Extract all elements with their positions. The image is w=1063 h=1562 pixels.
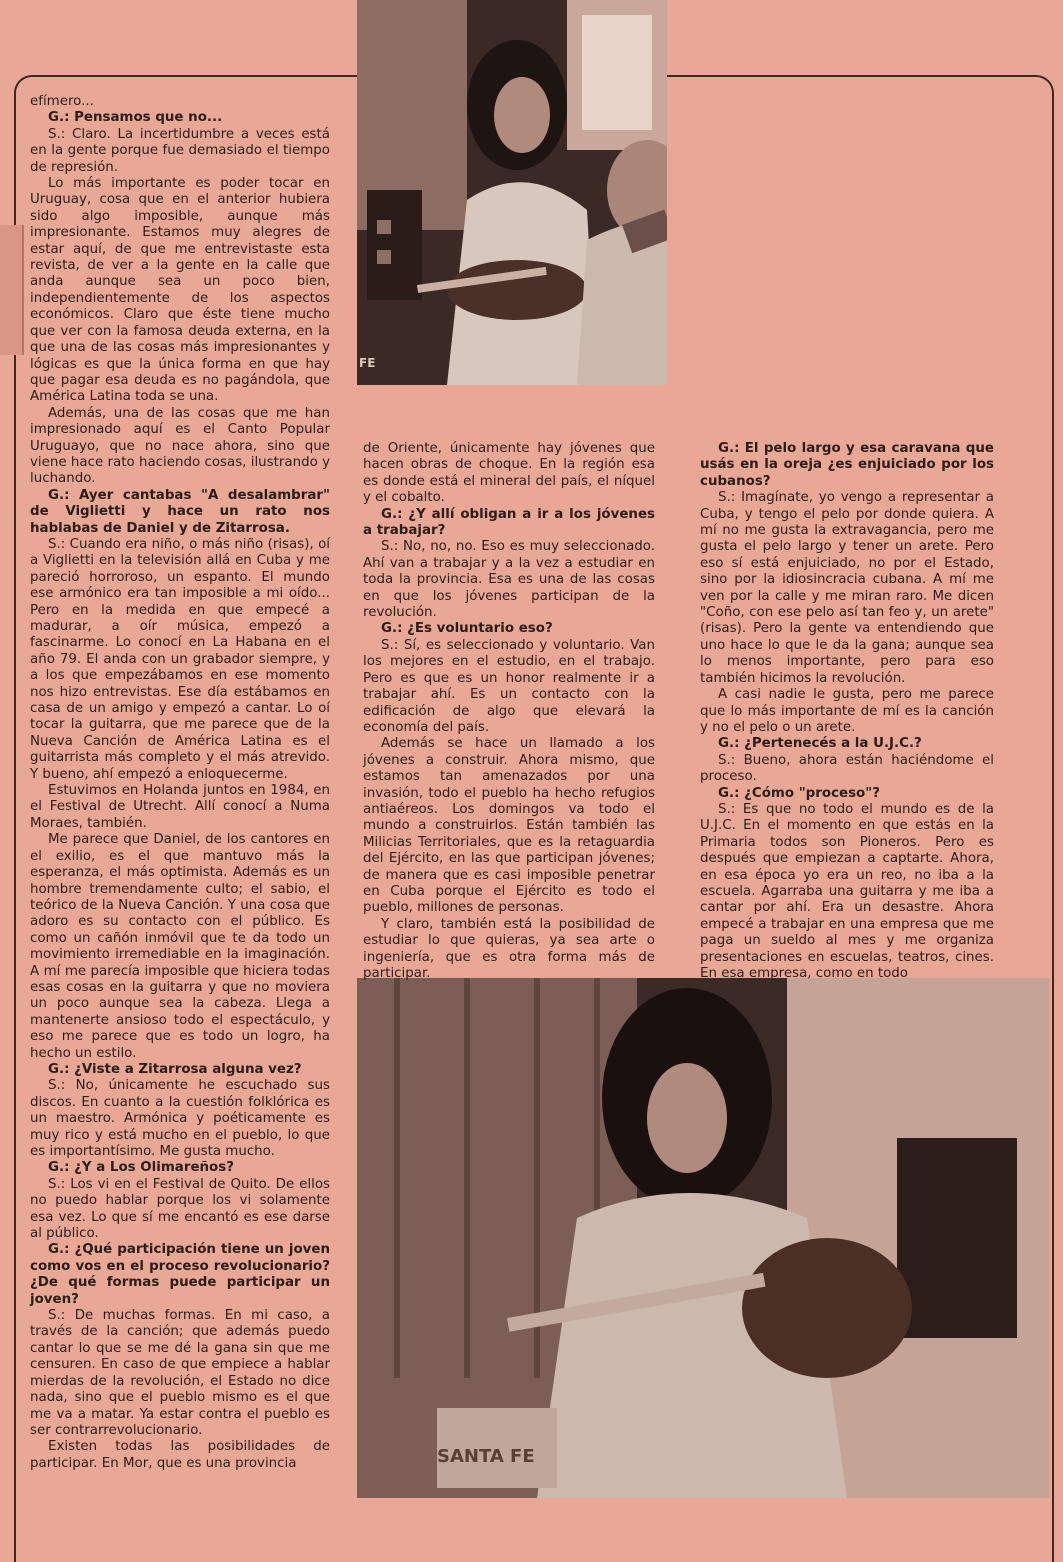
answer-paragraph: S.: Es que no todo el mundo es de la U.J.C. En el momento en que estás en la Primaria todos son Pioneros. Pero es después que empiezan a captarte. Ahora, en esa época yo era un reo, no iba a la escuela. Agarraba una guitarra y me iba a cantar por ahí. Era un desastre. Ahora empecé a trabajar en una empresa que me paga un sueldo al mes y me organiza presentaciones en escuelas, teatros, cines. En esa empresa, como en todo — [700, 801, 994, 981]
question-paragraph: G.: Ayer cantabas "A desalambrar" de Viglietti y hace un rato nos hablabas de Daniel y de Zitarrosa. — [30, 487, 330, 536]
question-paragraph: G.: ¿Qué participación tiene un joven como vos en el proceso revolucionario? ¿De qué formas puede participar un joven? — [30, 1242, 330, 1307]
answer-paragraph: Además, una de las cosas que me han impresionado aquí es el Canto Popular Uruguayo, que no nace ahora, sino que viene hace rato haciendo cosas, ilustrando y luchando. — [30, 405, 330, 487]
answer-paragraph: Existen todas las posibilidades de participar. En Mor, que es una provincia — [30, 1439, 330, 1471]
answer-paragraph: S.: No, únicamente he escuchado sus discos. En cuanto a la cuestión folklórica es un maestro. Armónica y poéticamente es muy rico y está mucho en el pueblo, lo que es importantísimo. Me gusta mucho. — [30, 1078, 330, 1159]
answer-paragraph: de Oriente, únicamente hay jóvenes que hacen obras de choque. En la región esa es donde está el mineral del país, el níquel y el cobalto. — [363, 441, 655, 506]
answer-paragraph: Además se hace un llamado a los jóvenes a construir. Ahora mismo, que estamos tan amenazados por una invasión, todo el pueblo ha hecho refugios antiaéreos. Los domingos va todo el mundo a construirlos. Están también las Milicias Territoriales, que es la retaguardia del Ejército, en las que participan jóvenes; de manera que es casi imposible penetrar en Cuba porque el Ejército es todo el pueblo, millones de personas. — [363, 736, 655, 916]
answer-paragraph: Me parece que Daniel, de los cantores en el exilio, es el que mantuvo más la esperanza, el más optimista. Además es un hombre tremendamente culto; el sabio, el teórico de la Nueva Canción. Y una cosa que adoro es su contacto con el público. Es como un cañón inmóvil que te da todo un movimiento irremediable en la imaginación. A mí me parecía imposible que hiciera todas esas cosas en la guitarra y que no moviera un poco aunque sea la cabeza. Llega a mantenerte ansioso todo el espectáculo, y eso me parece que es todo un logro, ha hecho un estilo. — [30, 832, 330, 1061]
photo-watermark-top: FE — [359, 356, 376, 370]
question-paragraph: G.: Pensamos que no... — [48, 110, 223, 126]
answer-paragraph: Y claro, también está la posibilidad de estudiar lo que quieras, ya sea arte o ingeniería, que es otra forma más de participar. — [363, 916, 655, 981]
answer-paragraph: Estuvimos en Holanda juntos en 1984, en el Festival de Utrecht. Allí conocí a Numa Moraes, también. — [30, 783, 330, 831]
answer-paragraph: A casi nadie le gusta, pero me parece que lo más importante de mí es la canción y no el pelo o un arete. — [700, 687, 994, 735]
answer-paragraph: Lo más importante es poder tocar en Uruguay, cosa que en el anterior hubiera sido algo imposible, aunque más impresionante. Estamos muy alegres de estar aquí, de que me entrevistaste esta revista, de ver a la gente en la calle que anda aunque sea un poco bien, independientemente de los aspectos económicos. Claro que éste tiene mucho que ver con la famosa deuda externa, en la que una de las cosas más impresionantes y lógicas es que la única forma en que hay que pagar esa deuda es no pagándola, que América Latina toda se una. — [30, 176, 330, 405]
question-paragraph: G.: ¿Cómo "proceso"? — [718, 785, 881, 801]
answer-paragraph: S.: Bueno, ahora están haciéndome el proceso. — [700, 752, 994, 785]
answer-paragraph: S.: Claro. La incertidumbre a veces está en la gente porque fue demasiado el tiempo de represión. — [30, 126, 330, 175]
photo-guitar-art — [357, 978, 1050, 1498]
article-column-2 — [363, 441, 655, 982]
torn-edge — [0, 225, 24, 355]
answer-paragraph: S.: Imagínate, yo vengo a representar a Cuba, y tengo el pelo por donde quiera. A mí no me gusta la extravagancia, pero me gusta el pelo largo y tener un arete. Pero eso sí está enjuiciado, no por el Estado, sino por la idiosincracia cubana. A mí me ven por la calle y me miran raro. Me dicen "Coño, con ese pelo así tan feo y, un arete" (risas). Pero la gente va entendiendo que uno hace lo que le da la gana; aunque sea lo menos importante, pero para eso también hicimos la revolución. — [700, 490, 994, 686]
question-paragraph: G.: ¿Viste a Zitarrosa alguna vez? — [48, 1061, 302, 1077]
question-paragraph: G.: ¿Y a Los Olimareños? — [48, 1160, 234, 1176]
question-paragraph: G.: ¿Pertenecés a la U.J.C.? — [718, 736, 922, 752]
question-paragraph: G.: ¿Y allí obligan a ir a los jóvenes a trabajar? — [363, 506, 655, 539]
answer-paragraph: S.: Los vi en el Festival de Quito. De ellos no puedo hablar porque los vi solamente esa vez. Lo que sí me encantó es ese darse al público. — [30, 1176, 330, 1242]
photo-interview — [357, 0, 667, 385]
answer-paragraph: S.: De muchas formas. En mi caso, a través de la canción; que además puedo cantar lo que se me dé la gana sin que me censuren. En caso de que empiece a hablar mierdas de la revolución, el Estado no dice nada, sino que el pueblo mismo es el que me va a matar. Ya estar contra el pueblo es ser contrarrevolucionario. — [30, 1308, 330, 1438]
question-paragraph: G.: ¿Es voluntario eso? — [381, 621, 553, 637]
question-paragraph: G.: El pelo largo y esa caravana que usás en la oreja ¿es enjuiciado por los cubanos? — [700, 441, 994, 489]
photo-interview-art — [357, 0, 667, 385]
article-column-1 — [30, 94, 330, 1472]
article-column-3 — [700, 441, 994, 982]
answer-paragraph: S.: No, no, no. Eso es muy seleccionado. Ahí van a trabajar y a la vez a estudiar en toda la provincia. Esa es una de las cosas en que los jóvenes participan de la revolución. — [363, 539, 655, 621]
answer-paragraph: S.: Sí, es seleccionado y voluntario. Van los mejores en el estudio, en el trabajo. Pero es que es un honor realmente ir a trabajar ahí. Es un contacto con la edificación de algo que elevará la economía del país. — [363, 637, 655, 735]
answer-paragraph: efímero... — [30, 94, 94, 109]
photo-watermark-bottom: SANTA FE — [437, 1446, 535, 1467]
photo-guitar — [357, 978, 1050, 1498]
answer-paragraph: S.: Cuando era niño, o más niño (risas), oí a Viglietti en la televisión allá en Cuba y me pareció horroroso, un espanto. El mundo ese armónico era tan imposible a mi oído... Pero en la medida en que empecé a madurar, a oír música, empezó a fascinarme. Lo conocí en La Habana en el año 79. El anda con un grabador siempre, y a los que empezábamos en ese momento nos hizo entrevistas. Ese día estábamos en casa de un amigo y empezó a cantar. Lo oí tocar la guitarra, que me parece que de la Nueva Canción de América Latina es el guitarrista más completo y el más atrevido. Y bueno, ahí empezó a enloquecerme. — [30, 536, 330, 782]
